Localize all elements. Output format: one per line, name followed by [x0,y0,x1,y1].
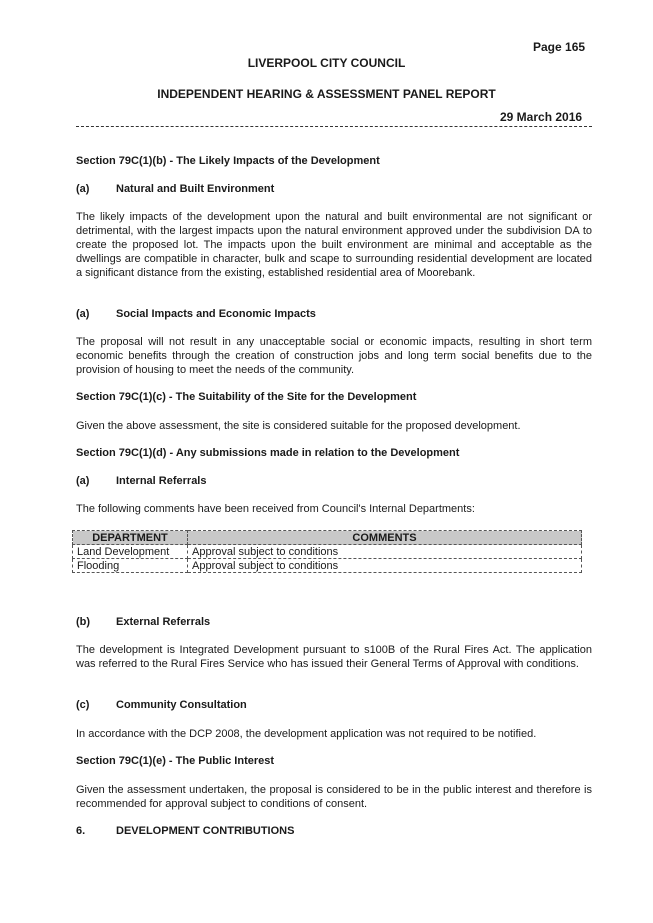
section-heading: Section 79C(1)(d) - Any submissions made in relation to the Development [76,447,460,459]
paragraph: The following comments have been received from Council's Internal Departments: [76,503,475,515]
section-heading: Section 79C(1)(b) - The Likely Impacts of the Development [76,155,380,167]
section-title: DEVELOPMENT CONTRIBUTIONS [116,825,295,837]
table-cell-comment: Approval subject to conditions [188,545,582,559]
council-name: LIVERPOOL CITY COUNCIL [247,56,406,70]
page-number: Page 165 [533,40,586,54]
table-cell-comment: Approval subject to conditions [188,559,582,573]
paragraph: The proposal will not result in any unacceptable social or economic impacts, resulting in short term economic benefits through the creation of construction jobs and long term social benefits due to the provision of housing to meet the needs of the community. [76,336,592,376]
subsection-heading [76,475,592,487]
paragraph: In accordance with the DCP 2008, the development application was not required to be notified. [76,728,537,740]
subsection-label: (c) [76,699,90,711]
table-header-row [73,531,582,545]
report-date: 29 March 2016 [500,110,583,124]
subsection-heading [76,699,592,711]
subsection-label: (a) [76,475,90,487]
section-number: 6. [76,825,86,837]
header-divider [76,126,592,127]
report-title: INDEPENDENT HEARING & ASSESSMENT PANEL REPORT [157,87,496,101]
numbered-section-heading [76,825,592,837]
subsection-title: Internal Referrals [116,475,207,487]
subsection-heading [76,308,592,320]
table-cell-department: Flooding [73,559,188,573]
referrals-table [72,530,582,573]
subsection-title: Natural and Built Environment [116,183,275,195]
subsection-title: Social Impacts and Economic Impacts [116,308,316,320]
paragraph: The development is Integrated Development pursuant to s100B of the Rural Fires Act. The application was referred to the Rural Fires Service who has issued their General Terms of Approval with conditions. [76,644,592,670]
table-cell-department: Land Development [73,545,188,559]
table-row [73,545,582,559]
paragraph: Given the assessment undertaken, the proposal is considered to be in the public interest and therefore is recommended for approval subject to conditions of consent. [76,784,592,810]
table-header-department: DEPARTMENT [73,531,188,545]
subsection-label: (b) [76,616,91,628]
section-heading: Section 79C(1)(e) - The Public Interest [76,755,275,767]
section-heading: Section 79C(1)(c) - The Suitability of the Site for the Development [76,391,417,403]
subsection-title: Community Consultation [116,699,247,711]
subsection-heading [76,183,592,195]
subsection-title: External Referrals [116,616,211,628]
paragraph: The likely impacts of the development upon the natural and built environmental are not significant or detrimental, with the largest impacts upon the natural environment approved under the subdivision DA to create the proposed lot. The impacts upon the built environment are minimal and acceptable as the dwellings are compatible in character, bulk and scape to surrounding residential development are located a significant distance from the existing, established residential area of Moorebank. [76,211,592,279]
subsection-label: (a) [76,308,90,320]
table-row [73,559,582,573]
table-header-comments: COMMENTS [188,531,582,545]
subsection-heading [76,616,592,628]
paragraph: Given the above assessment, the site is considered suitable for the proposed development. [76,420,521,432]
subsection-label: (a) [76,183,90,195]
